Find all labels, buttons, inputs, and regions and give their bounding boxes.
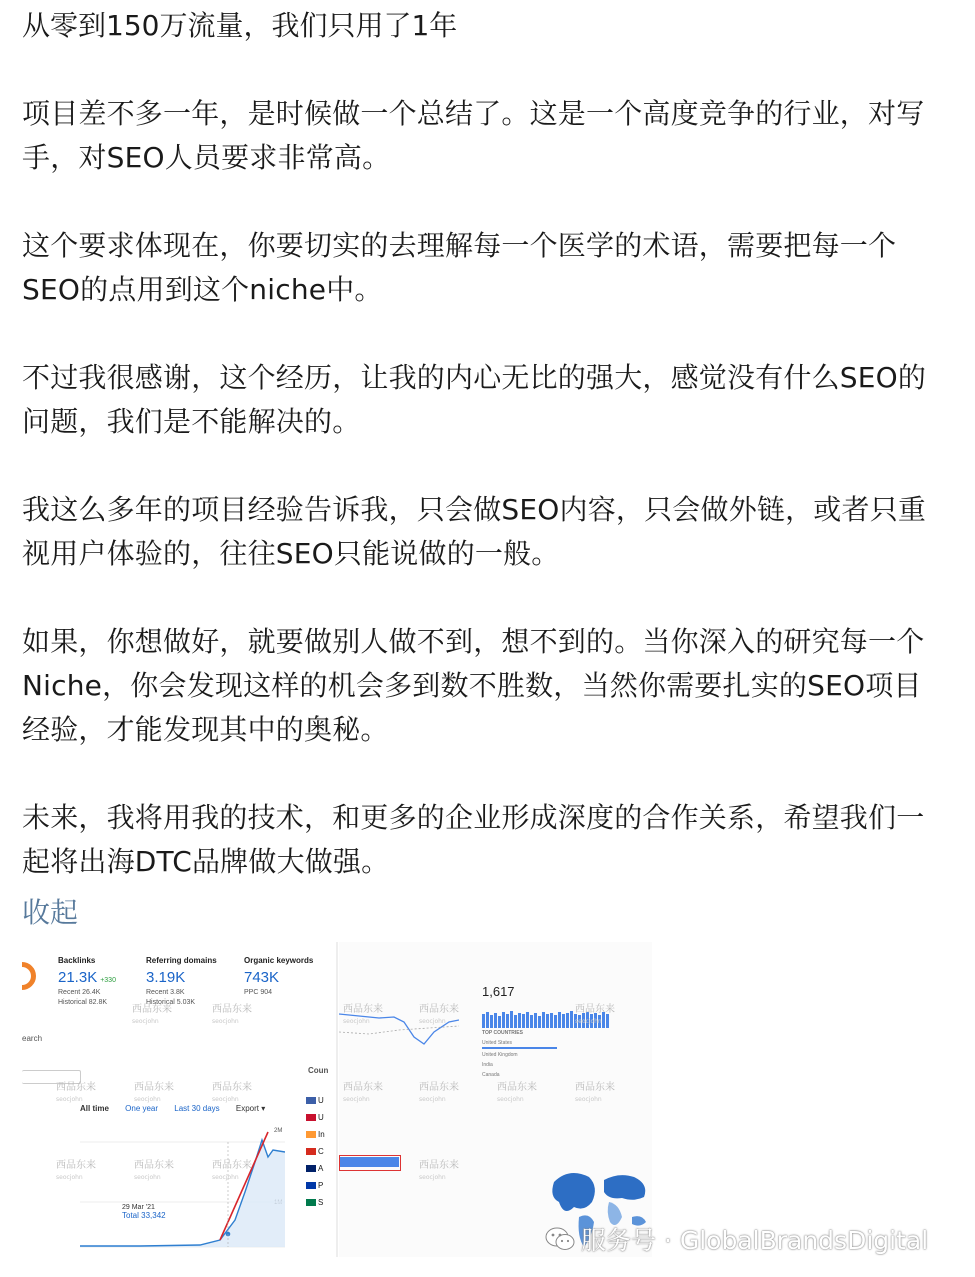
metric-referring-domains: Referring domains 3.19K Recent 3.8K Historical 5.03K <box>146 956 217 1006</box>
axis-label-2m: 2M <box>274 1128 283 1134</box>
flag-icon <box>306 1199 316 1206</box>
country-row-label: United Kingdom <box>482 1052 518 1058</box>
watermark-text: 西品东来 seocjohn <box>56 1160 96 1181</box>
collapse-link[interactable]: 收起 <box>22 896 79 929</box>
watermark-text: 西品东来 seocjohn <box>419 1082 459 1103</box>
watermark-text: 西品东来 seocjohn <box>497 1082 537 1103</box>
traffic-chart <box>80 1122 285 1252</box>
country-row-label: India <box>482 1062 493 1068</box>
watermark-text: 西品东来 seocjohn <box>134 1160 174 1181</box>
country-row: P <box>306 1177 336 1194</box>
country-list <box>306 1092 336 1211</box>
watermark-text: 西品东来 seocjohn <box>343 1082 383 1103</box>
country-row: C <box>306 1143 336 1160</box>
country-row: In <box>306 1126 336 1143</box>
top-countries-label: TOP COUNTRIES <box>482 1030 523 1036</box>
country-row: A <box>306 1160 336 1177</box>
watermark-text: 西品东来 seocjohn <box>132 1004 172 1025</box>
country-bar <box>482 1047 557 1049</box>
country-row-label: Canada <box>482 1072 500 1078</box>
wechat-icon <box>545 1226 575 1252</box>
country-row-label: United States <box>482 1040 513 1046</box>
country-row: U <box>306 1109 336 1126</box>
flag-icon <box>306 1182 316 1189</box>
watermark-text: 西品东来 seocjohn <box>575 1082 615 1103</box>
watermark-text: 西品东来 seocjohn <box>212 1004 252 1025</box>
image-divider <box>336 942 338 1257</box>
flag-icon <box>306 1165 316 1172</box>
paragraph-4: 我这么多年的项目经验告诉我，只会做SEO内容，只会做外链，或者只重 视用户体验的，往往SEO只能说做的一般。 <box>22 493 927 570</box>
watermark-text: 西品东来 seocjohn <box>419 1004 459 1025</box>
google-analytics-screenshot <box>339 942 652 1257</box>
search-label: earch <box>22 1034 43 1043</box>
metric-organic-keywords: Organic keywords 743K PPC 904 <box>244 956 314 996</box>
watermark-text: 西品东来 seocjohn <box>134 1082 174 1103</box>
country-row: S <box>306 1194 336 1211</box>
paragraph-1: 项目差不多一年，是时候做一个总结了。这是一个高度竞争的行业，对写 手，对SEO人员要求非常高。 <box>22 97 925 174</box>
watermark-text: 西品东来 seocjohn <box>419 1160 459 1181</box>
account-watermark <box>545 1222 928 1256</box>
ahrefs-screenshot <box>22 942 335 1257</box>
paragraph-3: 不过我很感谢，这个经历，让我的内心无比的强大，感觉没有什么SEO的 问题，我们是不能解决的。 <box>22 361 927 438</box>
post-title: 从零到150万流量，我们只用了1年 <box>22 9 458 42</box>
domain-rating-ring-icon <box>22 962 36 990</box>
metric-backlinks: Backlinks 21.3K +330 Recent 26.4K Historical 82.8K <box>58 956 116 1006</box>
country-row: U <box>306 1092 336 1109</box>
watermark-text: 西品东来 seocjohn <box>56 1082 96 1103</box>
paragraph-6: 未来，我将用我的技术，和更多的企业形成深度的合作关系，希望我们一 起将出海DTC品牌做大做强。 <box>22 801 925 878</box>
account-name: 服务号 · GlobalBrandsDigital <box>581 1226 929 1255</box>
tab-one-year[interactable]: One year <box>125 1104 159 1113</box>
users-count: 1,617 <box>482 984 515 999</box>
paragraph-2: 这个要求体现在，你要切实的去理解每一个医学的术语，需要把每一个 SEO的点用到这个niche中。 <box>22 229 897 306</box>
flag-icon <box>306 1148 316 1155</box>
export-button[interactable]: Export ▾ <box>235 1104 266 1113</box>
watermark-text: 西品东来 seocjohn <box>343 1004 383 1025</box>
watermark-text: 西品东来 seocjohn <box>575 1004 615 1025</box>
watermark-text: 西品东来 seocjohn <box>212 1082 252 1103</box>
paragraph-5: 如果，你想做好，就要做别人做不到，想不到的。当你深入的研究每一个 Niche，你会发现这样的机会多到数不胜数，当然你需要扎实的SEO项目 经验，才能发现其中的奥秘。 <box>22 625 925 746</box>
highlight-box <box>339 1155 401 1171</box>
flag-icon <box>306 1097 316 1104</box>
analytics-screenshot-image <box>22 942 652 1257</box>
flag-icon <box>306 1131 316 1138</box>
tab-all-time[interactable]: All time <box>80 1104 109 1113</box>
watermark-text: 西品东来 seocjohn <box>212 1160 252 1181</box>
countries-header: Coun <box>308 1066 329 1075</box>
chart-tooltip: 29 Mar '21 Total 33,342 <box>122 1204 166 1220</box>
tab-last-30-days[interactable]: Last 30 days <box>174 1104 220 1113</box>
flag-icon <box>306 1114 316 1121</box>
